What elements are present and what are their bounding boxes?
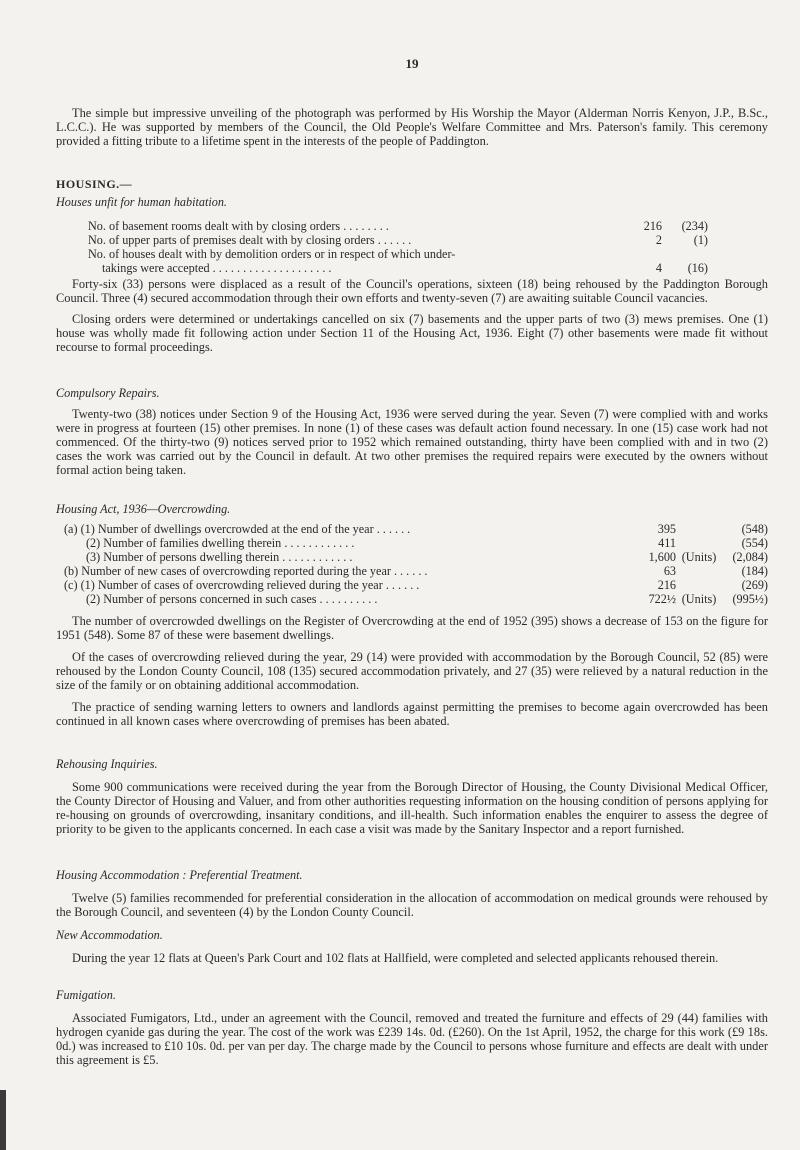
row-value: 722½	[648, 592, 676, 606]
preferential-section	[56, 868, 768, 919]
row-value: 216	[657, 578, 676, 592]
unfit-paragraphs	[56, 277, 768, 354]
row-prev: (554)	[741, 536, 768, 550]
row-label: No. of houses dealt with by demolition orders or in respect of which under-	[88, 247, 456, 261]
overcrowding-paragraphs	[56, 614, 768, 728]
row-label: (c) (1) Number of cases of overcrowding relieved during the year . . . . . .	[64, 578, 420, 592]
repairs-title: Compulsory Repairs.	[56, 386, 160, 400]
housing-heading	[56, 177, 768, 191]
table-row	[64, 564, 768, 578]
overcrowding-section	[56, 502, 768, 516]
overcrowding-title: Housing Act, 1936—Overcrowding.	[56, 502, 231, 516]
row-value	[602, 247, 662, 261]
table-row	[64, 592, 768, 606]
rehousing-title: Rehousing Inquiries.	[56, 757, 158, 771]
row-unit: (Units)	[681, 550, 717, 564]
row-value: 2	[655, 233, 662, 247]
row-unit	[676, 522, 722, 536]
row-label: (2) Number of persons concerned in such cases . . . . . . . . . .	[86, 592, 378, 606]
new-accommodation-para: During the year 12 flats at Queen's Park Court and 102 flats at Hallfield, were completed and selected applicants rehoused therein.	[72, 951, 719, 965]
overcrowding-para-1: The number of overcrowded dwellings on the Register of Overcrowding at the end of 1952 (395) shows a decrease of 153 on the figure for 1951 (548). Some 87 of these were basement dwellings.	[56, 614, 768, 642]
unfit-para-1: Forty-six (33) persons were displaced as a result of the Council's operations, sixteen (18) being rehoused by the Paddington Borough Council. Three (4) secured accommodation through their own efforts and twenty-seven (7) are awaiting suitable Council vacancies.	[56, 277, 768, 305]
row-prev: (184)	[741, 564, 768, 578]
unfit-section	[56, 195, 768, 209]
row-prev	[662, 247, 708, 261]
row-prev: (548)	[741, 522, 768, 536]
intro-paragraph	[56, 106, 768, 148]
row-value: 1,600	[648, 550, 676, 564]
row-prev: (16)	[687, 261, 708, 275]
repairs-section	[56, 386, 768, 477]
row-prev: (2,084)	[732, 550, 768, 564]
table-row	[64, 550, 768, 564]
preferential-para: Twelve (5) families recommended for preferential consideration in the allocation of accommodation on medical grounds were rehoused by the Borough Council, and seventeen (4) by the London County Council.	[56, 891, 768, 919]
row-label: No. of upper parts of premises dealt with by closing orders . . . . . .	[88, 233, 412, 247]
row-label: (2) Number of families dwelling therein . . . . . . . . . . . .	[86, 536, 355, 550]
table-row	[88, 261, 708, 275]
row-prev: (269)	[741, 578, 768, 592]
row-unit	[676, 536, 722, 550]
fumigation-para: Associated Fumigators, Ltd., under an agreement with the Council, removed and treated the furniture and effects of 29 (44) families with hydrogen cyanide gas during the year. The cost of the work was £239 14s. 0d. (£260). On the 1st April, 1952, the charge for this work (£9 18s. 0d.) was increased to £10 10s. 0d. per van per day. The charge made by the Council to persons whose furniture and effects are dealt with under this agreement is £5.	[56, 1011, 768, 1067]
table-row	[64, 522, 768, 536]
unfit-para-2: Closing orders were determined or undertakings cancelled on six (7) basements and the upper parts of two (3) mews premises. One (1) house was wholly made fit following action under Section 11 of the Housing Act, 1936. Eight (7) other basements were made fit without recourse to formal proceedings.	[56, 312, 768, 354]
page-edge-shadow	[0, 1090, 6, 1150]
rehousing-section	[56, 757, 768, 836]
row-value: 63	[663, 564, 676, 578]
rehousing-para: Some 900 communications were received during the year from the Borough Director of Housing, the County Divisional Medical Officer, the County Director of Housing and Valuer, and from other authorities requesting information on the housing condition of persons applying for re-housing on grounds of overcrowding, insanitary conditions, and ill-health. Such information enables the enquirer to assess the degree of priority to be given to the applicants concerned. In each case a visit was made by the Sanitary Inspector and a report furnished.	[56, 780, 768, 836]
table-row	[64, 578, 768, 592]
overcrowding-para-2: Of the cases of overcrowding relieved during the year, 29 (14) were provided with accommodation by the Borough Council, 52 (85) were rehoused by the London County Council, 108 (135) secured accommodation privately, and 27 (35) were relieved by a natural reduction in the size of the family or on obtaining additional accommodation.	[56, 650, 768, 692]
row-value: 395	[657, 522, 676, 536]
fumigation-title: Fumigation.	[56, 988, 116, 1002]
row-label: (b) Number of new cases of overcrowding reported during the year . . . . . .	[64, 564, 428, 578]
unfit-table	[88, 219, 708, 275]
row-prev: (995½)	[732, 592, 768, 606]
unfit-title: Houses unfit for human habitation.	[56, 195, 227, 209]
row-prev: (234)	[681, 219, 708, 233]
row-label: takings were accepted . . . . . . . . . . . . . . . . . . . .	[102, 261, 332, 275]
intro-text: The simple but impressive unveiling of the photograph was performed by His Worship the Mayor (Alderman Norris Kenyon, J.P., B.Sc., L.C.C.). He was supported by members of the Council, the Old People's Welfare Committee and Mrs. Paterson's family. This ceremony provided a fitting tribute to a lifetime spent in the interests of the people of Paddington.	[56, 106, 768, 148]
row-label: (3) Number of persons dwelling therein . . . . . . . . . . . .	[86, 550, 353, 564]
repairs-para: Twenty-two (38) notices under Section 9 of the Housing Act, 1936 were served during the year. Seven (7) were complied with and works were in progress at fourteen (15) other premises. In none (1) of these cases was default action found necessary. In one (15) case work had not commenced. Of the thirty-two (9) notices served prior to 1952 which remained outstanding, thirty have been complied with and in two (2) cases the work was carried out by the Council in default. At two other premises the required repairs were executed by the owners without formal action being taken.	[56, 407, 768, 477]
row-value: 4	[655, 261, 662, 275]
row-unit	[676, 578, 722, 592]
row-label: (a) (1) Number of dwellings overcrowded at the end of the year . . . . . .	[64, 522, 411, 536]
row-unit: (Units)	[681, 592, 717, 606]
row-label: No. of basement rooms dealt with by closing orders . . . . . . . .	[88, 219, 389, 233]
row-prev: (1)	[693, 233, 708, 247]
overcrowding-table	[64, 522, 768, 606]
housing-heading-text: HOUSING.—	[56, 177, 133, 191]
row-unit	[676, 564, 722, 578]
table-row	[64, 536, 768, 550]
table-row	[88, 219, 708, 233]
overcrowding-para-3: The practice of sending warning letters to owners and landlords against permitting the premises to become again overcrowded has been continued in all known cases where overcrowding of premises has been abated.	[56, 700, 768, 728]
row-value: 411	[658, 536, 676, 550]
preferential-title: Housing Accommodation : Preferential Treatment.	[56, 868, 303, 882]
table-row	[88, 247, 708, 261]
page-number: 19	[405, 56, 419, 71]
fumigation-section	[56, 988, 768, 1067]
row-value: 216	[643, 219, 662, 233]
new-accommodation-section	[56, 928, 768, 965]
new-accommodation-title: New Accommodation.	[56, 928, 163, 942]
table-row	[88, 233, 708, 247]
